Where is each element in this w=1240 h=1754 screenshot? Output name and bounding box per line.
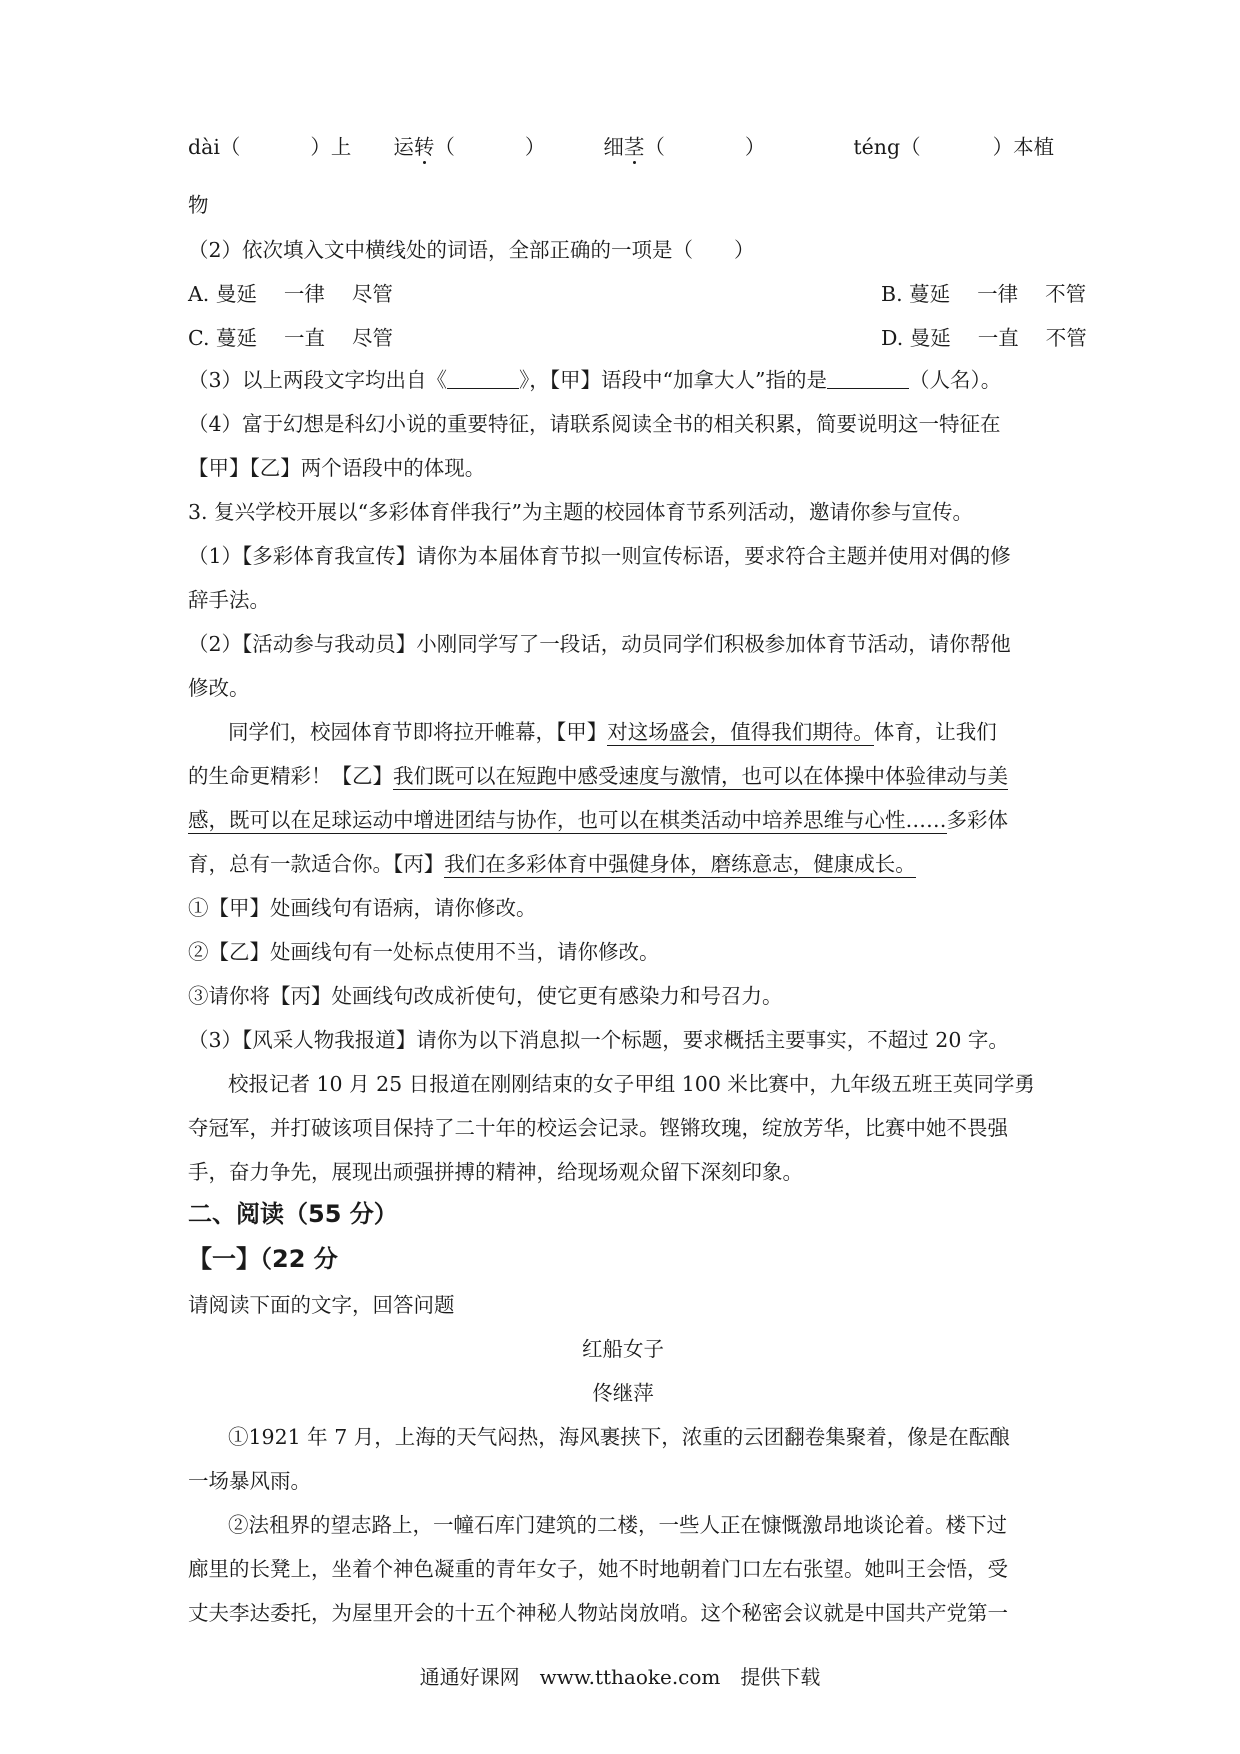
pinyin-item-yunzhuan-tail: ）: [524, 135, 546, 159]
sub-section-heading: 【一】（22 分: [188, 1245, 338, 1273]
q2-option-d: D. 曼延 一直 不管: [881, 326, 1087, 350]
q2-option-b: B. 蔓延 一律 不管: [881, 282, 1087, 306]
pinyin-item-dai: dài（: [188, 135, 241, 159]
pinyin-item-teng: téng（: [853, 135, 921, 159]
passage-text: 同学们，校园体育节即将拉开帷幕，【甲】: [228, 720, 608, 744]
q3-post: （人名）。: [909, 368, 1002, 392]
passage-line3: [188, 805, 1058, 835]
article-p2-line2: 廊里的长凳上，坐着个神色凝重的青年女子，她不时地朝着门口左右张望。她叫王会悟，受: [188, 1557, 1008, 1581]
task-2: ②【乙】处画线句有一处标点使用不当，请你修改。: [188, 940, 660, 964]
page-footer: 通通好课网 www.tthaoke.com 提供下载: [419, 1665, 821, 1689]
q3-line: [188, 365, 1058, 395]
pinyin-item-yunzhuan-post: （: [434, 135, 455, 159]
q2-option-a: A. 曼延 一律 尽管: [188, 282, 393, 306]
item3-s1-line2: 辞手法。: [188, 588, 270, 612]
pinyin-item-teng-tail: ）本植: [992, 135, 1055, 159]
item3-s2-line2: 修改。: [188, 676, 250, 700]
q3-book-blank[interactable]: [447, 368, 519, 389]
news-line1: 校报记者 10 月 25 日报道在刚刚结束的女子甲组 100 米比赛中，九年级五班王英同学勇: [228, 1072, 1035, 1096]
passage-line4: [188, 849, 1058, 879]
q3-mid: 》，【甲】语段中“加拿大人”指的是: [519, 368, 828, 392]
section-heading: 二、阅读（55 分）: [188, 1200, 398, 1228]
underlined-sentence-yi: 我们既可以在短跑中感受速度与激情，也可以在体操中体验律动与美: [393, 764, 1008, 788]
passage-text: 育，总有一款适合你。【丙】: [188, 852, 445, 876]
passage-line2: [188, 761, 1058, 791]
article-author: 佟继萍: [592, 1381, 654, 1405]
q4-line2: 【甲】【乙】两个语段中的体现。: [188, 456, 486, 480]
pinyin-line: [188, 132, 1058, 162]
q4-line1: （4）富于幻想是科幻小说的重要特征，请联系阅读全书的相关积累，简要说明这一特征在: [188, 412, 1001, 436]
underlined-sentence-jia: 对这场盛会，值得我们期待。: [607, 720, 874, 744]
article-p2-line3: 丈夫李达委托，为屋里开会的十五个神秘人物站岗放哨。这个秘密会议就是中国共产党第一: [188, 1601, 1008, 1625]
reading-instruction: 请阅读下面的文字，回答问题: [188, 1293, 455, 1317]
q2-stem: （2）依次填入文中横线处的词语，全部正确的一项是（ ）: [188, 238, 755, 262]
pinyin-item-xijing-dotted: 茎: [623, 135, 645, 159]
pinyin-item-xijing-tail: ）: [744, 135, 766, 159]
q2-options-row1: [188, 279, 1087, 309]
passage-text: 多彩体: [946, 808, 1008, 832]
article-p1-line1: ①1921 年 7 月，上海的天气闷热，海风裹挟下，浓重的云团翻卷集聚着，像是在酝酿: [228, 1425, 1010, 1449]
q3-pre: （3）以上两段文字均出自《: [188, 368, 448, 392]
item3-s1-line1: （1）【多彩体育我宣传】请你为本届体育节拟一则宣传标语，要求符合主题并使用对偶的修: [188, 544, 1011, 568]
pinyin-wrap: 物: [188, 193, 209, 217]
q2-option-c: C. 蔓延 一直 尽管: [188, 326, 394, 350]
article-title: 红船女子: [582, 1337, 664, 1361]
item3-s2-line1: （2）【活动参与我动员】小刚同学写了一段话，动员同学们积极参加体育节活动，请你帮他: [188, 632, 1011, 656]
passage-text: 体育，让我们: [873, 720, 997, 744]
pinyin-item-yunzhuan-dotted: 转: [413, 135, 435, 159]
pinyin-item-xijing-post: （: [644, 135, 665, 159]
passage-line1: [228, 717, 1058, 747]
passage-text: 的生命更精彩！【乙】: [188, 764, 393, 788]
pinyin-item-xijing-pre: 细: [603, 135, 624, 159]
q3-name-blank[interactable]: [827, 368, 909, 389]
item3-s3: （3）【风采人物我报道】请你为以下消息拟一个标题，要求概括主要事实，不超过 20 字。: [188, 1028, 1009, 1052]
q2-options-row2: [188, 323, 1087, 353]
underlined-sentence-bing: 我们在多彩体育中强健身体，磨练意志，健康成长。: [444, 852, 916, 876]
news-line2: 夺冠军，并打破该项目保持了二十年的校运会记录。铿锵玫瑰，绽放芳华，比赛中她不畏强: [188, 1116, 1008, 1140]
task-1: ①【甲】处画线句有语病，请你修改。: [188, 896, 537, 920]
pinyin-item-dai-tail: ）上: [310, 135, 352, 159]
item3-title: 3. 复兴学校开展以“多彩体育伴我行”为主题的校园体育节系列活动，邀请你参与宣传。: [188, 500, 974, 524]
news-line3: 手，奋力争先，展现出顽强拼搏的精神，给现场观众留下深刻印象。: [188, 1160, 803, 1184]
underlined-sentence-yi-cont: 感，既可以在足球运动中增进团结与协作，也可以在棋类活动中培养思维与心性……: [188, 808, 947, 832]
pinyin-item-yunzhuan-pre: 运: [393, 135, 414, 159]
article-p2-line1: ②法租界的望志路上，一幢石库门建筑的二楼，一些人正在慷慨激昂地谈论着。楼下过: [228, 1513, 1007, 1537]
task-3: ③请你将【丙】处画线句改成祈使句，使它更有感染力和号召力。: [188, 984, 783, 1008]
article-p1-line2: 一场暴风雨。: [188, 1469, 311, 1493]
